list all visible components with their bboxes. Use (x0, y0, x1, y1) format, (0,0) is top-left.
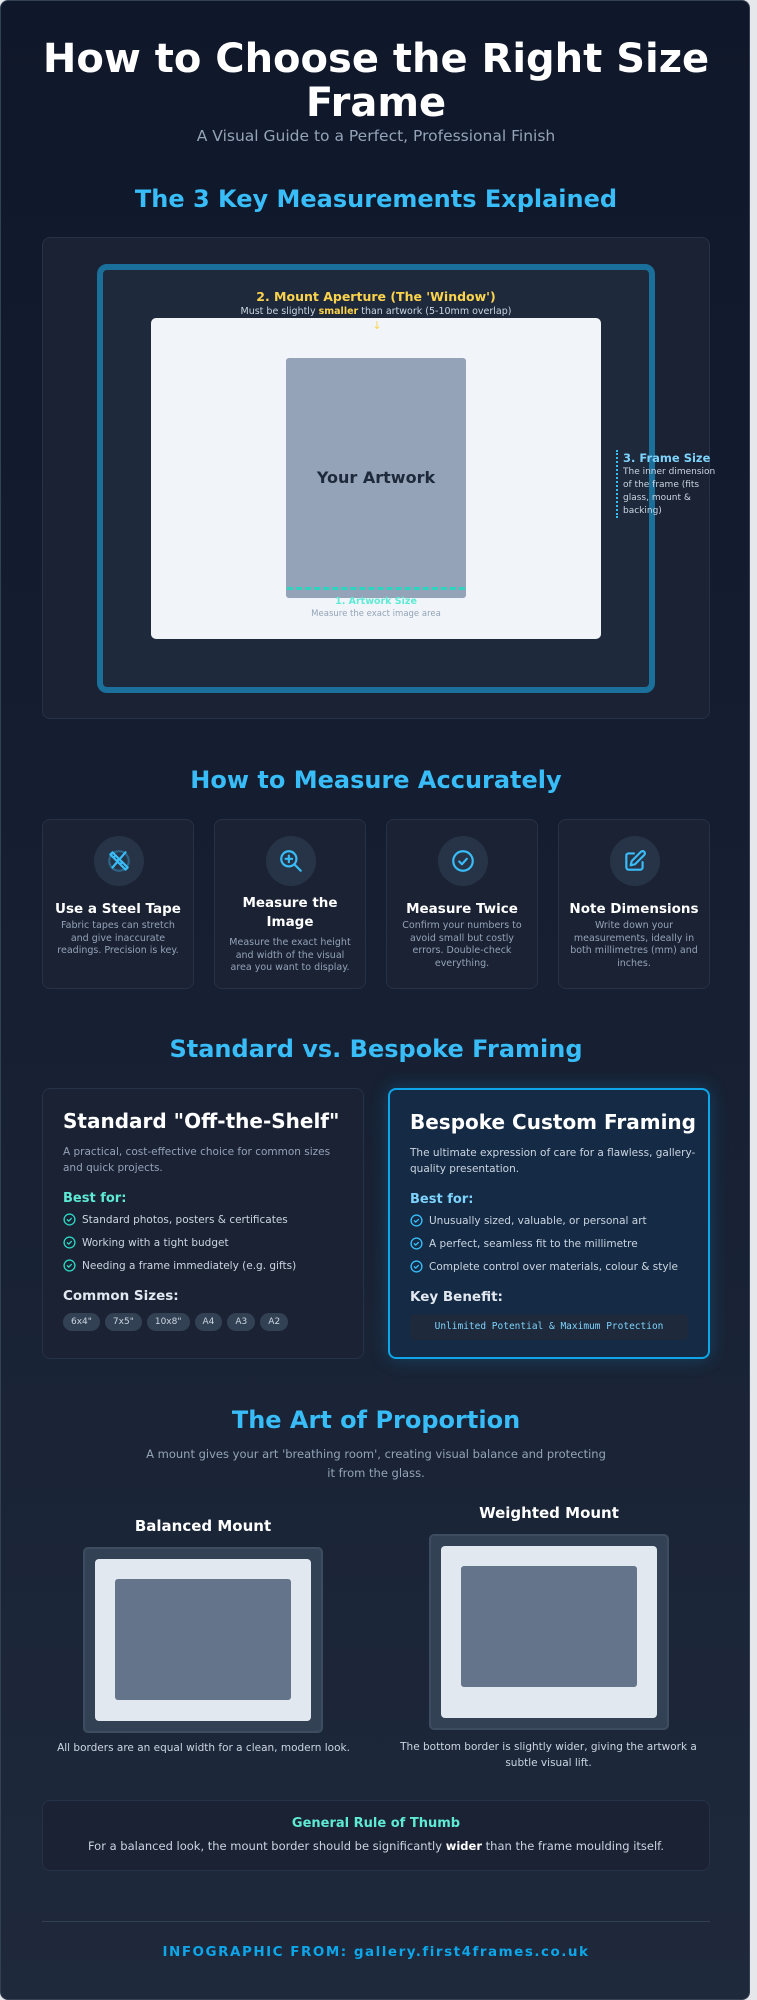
key-benefit-value: Unlimited Potential & Maximum Protection (410, 1314, 688, 1340)
bespoke-title: Bespoke Custom Framing (410, 1110, 696, 1134)
page-title: How to Choose the Right Size Frame (42, 36, 710, 126)
artwork-area (115, 1579, 291, 1700)
check-circle-icon (410, 1260, 423, 1273)
standard-description: A practical, cost-effective choice for common sizes and quick projects. (63, 1146, 331, 1174)
section-title-how-to-measure: How to Measure Accurately (190, 766, 562, 794)
size-chip: A3 (227, 1313, 255, 1331)
rule-of-thumb-box (42, 1800, 710, 1871)
size-chip: 6x4" (63, 1313, 100, 1331)
check-circle-icon (410, 1237, 423, 1250)
frame-size-annotation (616, 450, 716, 518)
size-chip: A2 (260, 1313, 288, 1331)
list-item: A perfect, seamless fit to the millimetre (410, 1237, 638, 1250)
section-title-proportion: The Art of Proportion (231, 1406, 521, 1434)
section-title-comparison: Standard vs. Bespoke Framing (169, 1035, 583, 1063)
rule-text: For a balanced look, the mount border should be significantly wider than the frame moulding itself. (87, 1839, 665, 1853)
artwork-size-title: 1. Artwork Size (335, 596, 417, 607)
standard-framing-card (42, 1088, 364, 1359)
check-circle-icon (410, 1214, 423, 1227)
artwork-area (461, 1566, 637, 1687)
weighted-mount-illustration (429, 1534, 669, 1730)
tip-title: Use a Steel Tape (55, 901, 181, 917)
balanced-mount-illustration (83, 1547, 323, 1733)
aperture-description: Must be slightly smaller than artwork (5-10mm overlap) (240, 306, 512, 317)
list-item: Needing a frame immediately (e.g. gifts) (63, 1259, 296, 1272)
check-circle-icon (63, 1213, 76, 1226)
tip-card-steel-tape (42, 819, 194, 989)
check-circle-icon (63, 1259, 76, 1272)
proportion-subtitle: A mount gives your art 'breathing room', creating visual balance and protecting it from the glass. (146, 1447, 606, 1480)
zoom-in-icon (266, 836, 316, 886)
list-item: Standard photos, posters & certificates (63, 1213, 288, 1226)
size-chip: 10x8" (147, 1313, 190, 1331)
list-item: Complete control over materials, colour & style (410, 1260, 678, 1273)
artwork-size-description: Measure the exact image area (311, 609, 441, 619)
ruler-icon (94, 836, 144, 886)
artwork-label: Your Artwork (316, 468, 436, 487)
size-chip: A4 (195, 1313, 223, 1331)
frame-size-description: The inner dimension of the frame (fits glass, mount & backing) (623, 467, 716, 516)
page-subtitle: A Visual Guide to a Perfect, Professional Finish (196, 127, 556, 145)
common-sizes-list (63, 1313, 288, 1331)
tip-body: Confirm your numbers to avoid small but costly errors. Double-check everything. (402, 920, 522, 969)
weighted-mount-title: Weighted Mount (479, 1504, 619, 1522)
rule-title: General Rule of Thumb (291, 1816, 461, 1831)
key-benefit-label: Key Benefit: (410, 1289, 503, 1305)
edit-icon (610, 836, 660, 886)
bespoke-framing-card (388, 1088, 710, 1359)
arrow-down-icon: ↓ (372, 319, 382, 332)
frame-size-title: 3. Frame Size (623, 451, 711, 465)
tip-card-measure-image (214, 819, 366, 989)
section-title-measurements: The 3 Key Measurements Explained (134, 185, 618, 213)
tip-body: Write down your measurements, ideally in both millimetres (mm) and inches. (570, 920, 698, 969)
list-item: Working with a tight budget (63, 1236, 229, 1249)
aperture-title: 2. Mount Aperture (The 'Window') (256, 289, 496, 304)
standard-best-for-label: Best for: (63, 1191, 127, 1206)
size-chip: 7x5" (105, 1313, 142, 1331)
balanced-mount-title: Balanced Mount (134, 1517, 272, 1535)
bespoke-description: The ultimate expression of care for a flawless, gallery-quality presentation. (410, 1147, 696, 1175)
check-circle-icon (63, 1236, 76, 1249)
tip-body: Measure the exact height and width of the visual area you want to display. (229, 937, 351, 973)
footer-credit: INFOGRAPHIC FROM: gallery.first4frames.co.uk (162, 1944, 590, 1960)
check-circle-icon (438, 836, 488, 886)
tip-card-note-dimensions (558, 819, 710, 989)
tip-title: Note Dimensions (569, 901, 699, 917)
tip-body: Fabric tapes can stretch and give inaccurate readings. Precision is key. (57, 920, 179, 956)
list-item: Unusually sized, valuable, or personal art (410, 1214, 647, 1227)
bespoke-best-for-label: Best for: (410, 1192, 474, 1207)
footer-divider (42, 1921, 710, 1922)
standard-title: Standard "Off-the-Shelf" (63, 1109, 340, 1133)
common-sizes-label: Common Sizes: (63, 1288, 179, 1304)
balanced-mount-caption: All borders are an equal width for a clean, modern look. (57, 1742, 350, 1754)
tip-title: Measure Twice (406, 901, 518, 917)
artwork-size-line (287, 587, 465, 590)
weighted-mount-caption: The bottom border is slightly wider, giving the artwork a subtle visual lift. (400, 1741, 697, 1769)
tip-title: Measure the Image (242, 895, 338, 930)
tip-card-measure-twice (386, 819, 538, 989)
